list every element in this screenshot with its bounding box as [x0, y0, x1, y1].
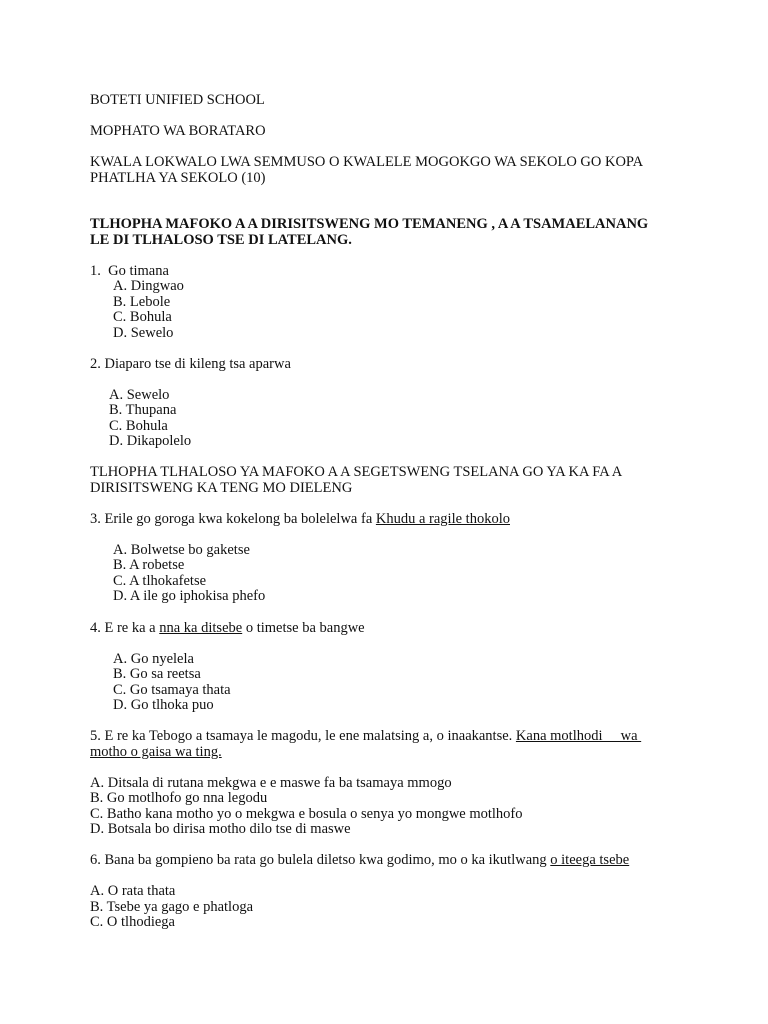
- question-6-stem: [90, 853, 629, 869]
- question-6-text: 6. Bana ba gompieno ba rata go bulela diletso kwa godimo, mo o ka ikutlwang: [90, 852, 551, 868]
- letter-title-line-2: PHATLHA YA SEKOLO (10): [90, 170, 266, 186]
- question-2-option-c: C. Bohula: [109, 418, 168, 434]
- question-6-option-b: B. Tsebe ya gago e phatloga: [90, 899, 254, 915]
- question-5-option-c: C. Batho kana motho yo o mekgwa e bosula o senya yo mongwe motlhofo: [90, 806, 523, 822]
- question-1-option-a: A. Dingwao: [113, 278, 184, 294]
- question-5-underlined-phrase-1: Kana motlhodi wa: [515, 728, 642, 744]
- question-6-underlined-phrase: o iteega tsebe: [550, 852, 630, 868]
- question-4-text-before: 4. E re ka a: [90, 620, 160, 636]
- question-2-option-d: D. Dikapolelo: [109, 433, 192, 449]
- question-1-option-b: B. Lebole: [113, 294, 171, 310]
- question-5-option-b: B. Go motlhofo go nna legodu: [90, 790, 268, 806]
- question-4-option-d: D. Go tlhoka puo: [113, 697, 214, 713]
- question-2-option-b: B. Thupana: [109, 402, 177, 418]
- question-3-option-d: D. A ile go iphokisa phefo: [113, 588, 266, 604]
- question-1-option-d: D. Sewelo: [113, 325, 174, 341]
- question-3-text: 3. Erile go goroga kwa kokelong ba bolelelwa fa: [90, 511, 376, 527]
- school-name: BOTETI UNIFIED SCHOOL: [90, 92, 265, 108]
- section2-heading-line-1: TLHOPHA TLHALOSO YA MAFOKO A A SEGETSWENG TSELANA GO YA KA FA A: [90, 464, 623, 480]
- question-5-stem-line-1: [90, 729, 641, 745]
- grade-label: MOPHATO WA BORATARO: [90, 123, 266, 139]
- question-5-option-a: A. Ditsala di rutana mekgwa e e maswe fa ba tsamaya mmogo: [90, 775, 452, 791]
- section1-heading-line-2: LE DI TLHALOSO TSE DI LATELANG.: [90, 232, 352, 248]
- question-4-text-after: o timetse ba bangwe: [242, 620, 365, 636]
- section1-heading-line-1: TLHOPHA MAFOKO A A DIRISITSWENG MO TEMANENG , A A TSAMAELANANG: [90, 216, 649, 232]
- question-5-underlined-phrase-2: motho o gaisa wa ting.: [90, 744, 222, 760]
- question-3-option-b: B. A robetse: [113, 557, 185, 573]
- question-4-option-c: C. Go tsamaya thata: [113, 682, 231, 698]
- question-3-stem: [90, 512, 510, 528]
- question-4-option-a: A. Go nyelela: [113, 651, 194, 667]
- question-6-option-c: C. O tlhodiega: [90, 914, 175, 930]
- question-1-stem: 1. Go timana: [90, 263, 169, 279]
- question-3-option-c: C. A tlhokafetse: [113, 573, 207, 589]
- question-2-option-a: A. Sewelo: [109, 387, 170, 403]
- section2-heading-line-2: DIRISITSWENG KA TENG MO DIELENG: [90, 480, 353, 496]
- question-5-option-d: D. Botsala bo dirisa motho dilo tse di maswe: [90, 821, 351, 837]
- question-2-stem: 2. Diaparo tse di kileng tsa aparwa: [90, 356, 291, 372]
- question-5-text: 5. E re ka Tebogo a tsamaya le magodu, le ene malatsing a, o inaakantse.: [90, 728, 516, 744]
- question-3-underlined-phrase: Khudu a ragile thokolo: [375, 511, 510, 527]
- question-4-underlined-phrase: nna ka ditsebe: [159, 620, 243, 636]
- letter-title-line-1: KWALA LOKWALO LWA SEMMUSO O KWALELE MOGOKGO WA SEKOLO GO KOPA: [90, 154, 644, 170]
- question-1-option-c: C. Bohula: [113, 309, 172, 325]
- question-4-option-b: B. Go sa reetsa: [113, 666, 201, 682]
- question-4-stem: [90, 621, 365, 637]
- question-6-option-a: A. O rata thata: [90, 883, 176, 899]
- question-3-option-a: A. Bolwetse bo gaketse: [113, 542, 250, 558]
